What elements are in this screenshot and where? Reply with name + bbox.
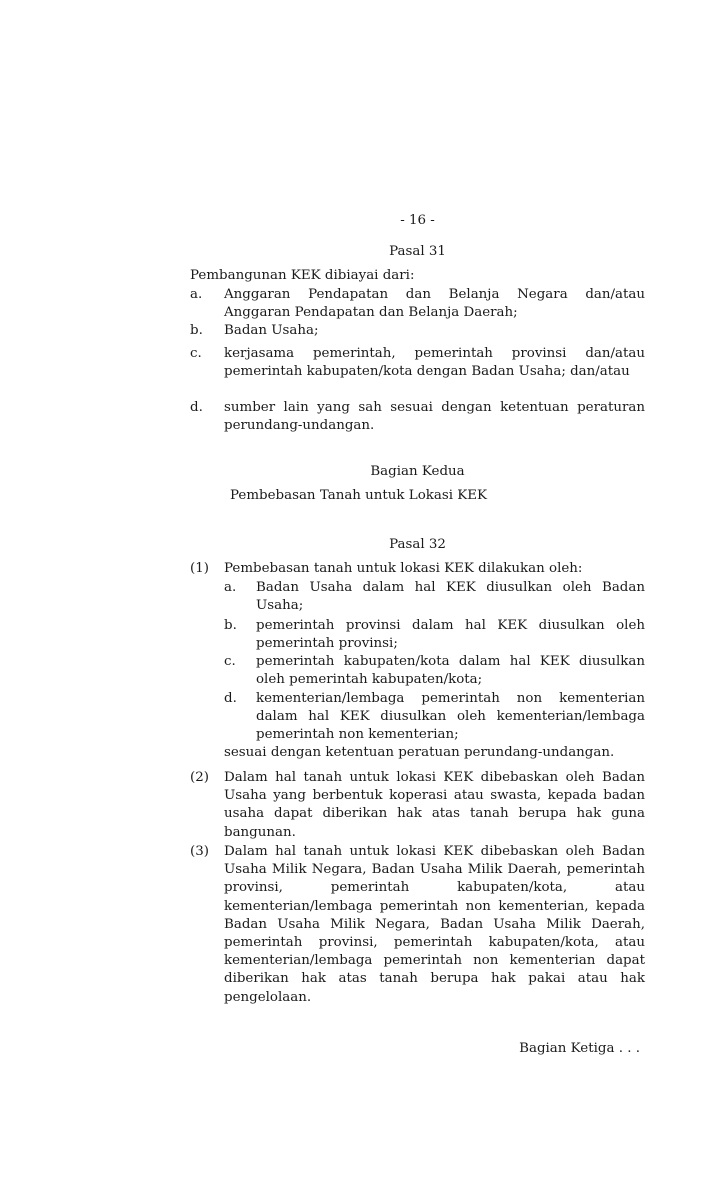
ayat-marker: (3) <box>190 844 209 859</box>
sub-marker: d. <box>224 691 237 706</box>
ayat-text: Pembebasan tanah untuk lokasi KEK dilakukan oleh: <box>224 561 583 576</box>
ayat-text: Dalam hal tanah untuk lokasi KEK dibebaskan oleh Badan Usaha yang berbentuk koperasi atau swasta, kepada badan usaha dapat diberikan hak atas tanah berupa hak guna bangunan. <box>224 770 645 840</box>
pasal-31-item-d <box>190 399 645 435</box>
sub-marker: c. <box>224 654 236 669</box>
bagian-kedua-heading: Bagian Kedua <box>370 464 465 479</box>
sub-marker: b. <box>224 618 237 633</box>
ayat-marker: (2) <box>190 770 209 785</box>
item-text: kerjasama pemerintah, pemerintah provinsi dan/atau pemerintah kabupaten/kota dengan Badan Usaha; dan/atau <box>224 346 645 380</box>
sub-text: pemerintah kabupaten/kota dalam hal KEK diusulkan oleh pemerintah kabupaten/kota; <box>256 654 645 688</box>
pasal-31-intro: Pembangunan KEK dibiayai dari: <box>190 268 415 283</box>
pasal-31-item-a <box>190 286 645 322</box>
item-marker: a. <box>190 287 203 302</box>
ayat-marker: (1) <box>190 561 209 576</box>
pasal-32-ayat-1-sub-b <box>224 617 645 653</box>
item-marker: d. <box>190 400 203 415</box>
item-text: Anggaran Pendapatan dan Belanja Negara dan/atau Anggaran Pendapatan dan Belanja Daerah; <box>224 287 645 321</box>
sub-text: kementerian/lembaga pemerintah non kementerian dalam hal KEK diusulkan oleh kementerian/lembaga pemerintah non kementerian; <box>256 691 645 743</box>
sub-text: pemerintah provinsi dalam hal KEK diusulkan oleh pemerintah provinsi; <box>256 618 645 652</box>
page-number: - 16 - <box>400 213 435 228</box>
pasal-32-ayat-2 <box>190 769 645 842</box>
sub-text: Badan Usaha dalam hal KEK diusulkan oleh Badan Usaha; <box>256 580 645 614</box>
pasal-31-item-b <box>190 322 645 340</box>
pasal-32-ayat-1-sub-d <box>224 690 645 745</box>
pasal-31-item-c <box>190 345 645 381</box>
bagian-kedua-subtitle: Pembebasan Tanah untuk Lokasi KEK <box>230 488 488 503</box>
pasal-32-ayat-3 <box>190 843 645 1007</box>
item-marker: c. <box>190 346 202 361</box>
pasal-32-ayat-1 <box>190 560 645 578</box>
pasal-31-title: Pasal 31 <box>389 244 446 259</box>
item-text: sumber lain yang sah sesuai dengan ketentuan peraturan perundang-undangan. <box>224 400 645 434</box>
pasal-32-ayat-1-sub-a <box>224 579 645 615</box>
pasal-32-ayat-1-closing: sesuai dengan ketentuan peratuan perundang-undangan. <box>224 745 615 760</box>
ayat-text: Dalam hal tanah untuk lokasi KEK dibebaskan oleh Badan Usaha Milik Negara, Badan Usaha Milik Daerah, pemerintah provinsi, pemerintah kabupaten/kota, atau kementerian/lembaga pemerintah non kementerian, kepada Badan Usaha Milik Negara, Badan Usaha Milik Daerah, pemerintah provinsi, pemerintah kabupaten/kota, atau kementerian/lembaga pemerintah non kementerian dapat diberikan hak atas tanah berupa hak pakai atau hak pengelolaan. <box>224 844 645 1005</box>
item-text: Badan Usaha; <box>224 323 319 338</box>
continuation-note: Bagian Ketiga . . . <box>519 1041 640 1056</box>
pasal-32-ayat-1-sub-c <box>224 653 645 689</box>
sub-marker: a. <box>224 580 237 595</box>
pasal-32-title: Pasal 32 <box>389 537 446 552</box>
item-marker: b. <box>190 323 203 338</box>
